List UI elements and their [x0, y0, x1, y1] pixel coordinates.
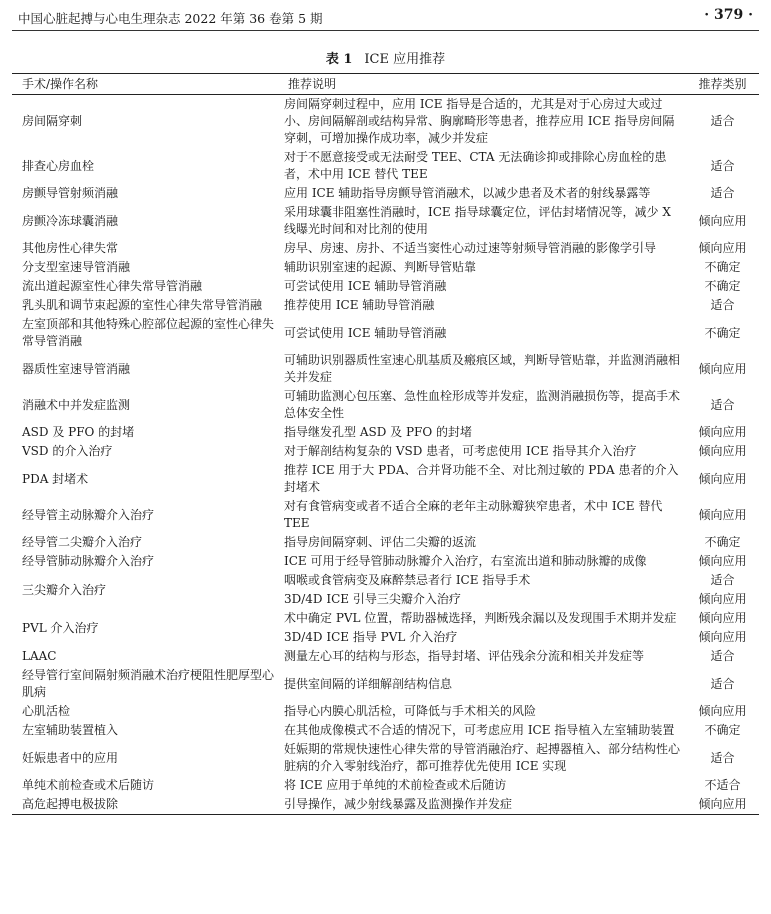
recommendation-category: 倾向应用	[698, 241, 747, 255]
recommendation-text: 指导心内膜心肌活检，可降低与手术相关的风险	[284, 704, 537, 718]
table-row	[12, 795, 759, 815]
procedure-name: 器质性室速导管消融	[22, 361, 131, 376]
procedure-name: PDA 封堵术	[22, 471, 89, 486]
table-row	[12, 571, 759, 590]
recommendation-text: 指导房间隔穿刺、评估二尖瓣的返流	[284, 535, 477, 549]
recommendation-category: 倾向应用	[698, 471, 747, 486]
table-row	[12, 609, 759, 628]
recommendation-category: 倾向应用	[698, 507, 747, 522]
table-row	[12, 387, 759, 423]
recommendation-category: 适合	[710, 750, 735, 765]
recommendation-text: 咽喉或食管病变及麻醉禁忌者行 ICE 指导手术	[284, 573, 531, 587]
recommendation-text: 可尝试使用 ICE 辅助导管消融	[284, 279, 447, 293]
table-row	[12, 497, 759, 533]
column-header-procedure: 手术/操作名称	[12, 74, 278, 95]
recommendation-text: 在其他成像模式不合适的情况下，可考虑应用 ICE 指导植入左室辅助装置	[284, 723, 675, 737]
procedure-name: 高危起搏电极拔除	[22, 797, 119, 811]
table-row	[12, 647, 759, 666]
recommendation-text: 3D/4D ICE 引导三尖瓣介入治疗	[284, 592, 461, 606]
table-row	[12, 351, 759, 387]
table-row	[12, 442, 759, 461]
procedure-name: ASD 及 PFO 的封堵	[22, 425, 135, 439]
table-caption	[0, 48, 771, 67]
recommendation-category: 不确定	[704, 260, 741, 274]
table-row	[12, 721, 759, 740]
recommendation-text: 3D/4D ICE 指导 PVL 介入治疗	[284, 630, 458, 644]
table-row	[12, 315, 759, 351]
recommendation-category: 倾向应用	[698, 361, 747, 376]
recommendation-text: 测量左心耳的结构与形态，指导封堵、评估残余分流和相关并发症等	[284, 649, 645, 663]
recommendation-category: 适合	[710, 186, 735, 200]
table-row	[12, 423, 759, 442]
procedure-name: 房颤导管射频消融	[22, 186, 119, 200]
table-header-row	[12, 74, 759, 95]
recommendation-text: 将 ICE 应用于单纯的术前检查或术后随访	[284, 778, 507, 792]
recommendation-category: 不确定	[704, 723, 741, 737]
journal-title: 中国心脏起搏与心电生理杂志 2022 年第 36 卷第 5 期	[18, 11, 323, 26]
recommendation-category: 倾向应用	[698, 704, 747, 718]
table-row	[12, 239, 759, 258]
ice-recommendation-table	[12, 73, 759, 815]
recommendation-category: 适合	[710, 676, 735, 691]
recommendation-text: 指导继发孔型 ASD 及 PFO 的封堵	[284, 425, 473, 439]
recommendation-text: 可尝试使用 ICE 辅助导管消融	[284, 325, 447, 340]
recommendation-text: 提供室间隔的详细解剖结构信息	[284, 676, 453, 691]
table-row	[12, 461, 759, 497]
recommendation-text: 采用球囊非阻塞性消融时，ICE 指导球囊定位，评估封堵情况等，减少 X 线曝光时间和对比剂的使用	[284, 205, 671, 236]
running-header	[12, 0, 759, 31]
table-row	[12, 533, 759, 552]
column-header-category: 推荐类别	[686, 74, 759, 95]
procedure-name: 分支型室速导管消融	[22, 260, 131, 274]
recommendation-category: 适合	[710, 397, 735, 412]
procedure-name: 乳头肌和调节束起源的室性心律失常导管消融	[22, 298, 263, 312]
procedure-name: 左室顶部和其他特殊心腔部位起源的室性心律失常导管消融	[22, 317, 275, 348]
table-row	[12, 702, 759, 721]
recommendation-text: 对于解剖结构复杂的 VSD 患者，可考虑使用 ICE 指导其介入治疗	[284, 444, 637, 458]
procedure-name: VSD 的介入治疗	[22, 444, 113, 458]
recommendation-category: 适合	[710, 649, 735, 663]
recommendation-text: 房早、房速、房扑、不适当窦性心动过速等射频导管消融的影像学引导	[284, 241, 657, 255]
recommendation-category: 不确定	[704, 279, 741, 293]
page-number: · 379 ·	[704, 7, 753, 23]
procedure-name: 房颤冷冻球囊消融	[22, 213, 119, 228]
procedure-name: 经导管行室间隔射频消融术治疗梗阻性肥厚型心肌病	[22, 668, 275, 699]
recommendation-category: 倾向应用	[698, 592, 747, 606]
procedure-name: 排查心房血栓	[22, 158, 95, 173]
procedure-name: PVL 介入治疗	[22, 620, 99, 635]
recommendation-category: 倾向应用	[698, 630, 747, 644]
table-row	[12, 740, 759, 776]
table-row	[12, 552, 759, 571]
procedure-name: 其他房性心律失常	[22, 241, 119, 255]
recommendation-category: 适合	[710, 158, 735, 173]
recommendation-category: 适合	[710, 114, 735, 128]
recommendation-text: 术中确定 PVL 位置，帮助器械选择，判断残余漏以及发现围手术期并发症	[284, 611, 677, 625]
procedure-name: 经导管二尖瓣介入治疗	[22, 535, 143, 549]
column-header-description: 推荐说明	[278, 74, 686, 95]
recommendation-text: ICE 可用于经导管肺动脉瓣介入治疗，右室流出道和肺动脉瓣的成像	[284, 554, 647, 568]
table-label: 表 1	[325, 52, 353, 67]
recommendation-category: 适合	[710, 573, 735, 587]
procedure-name: 经导管肺动脉瓣介入治疗	[22, 554, 155, 568]
recommendation-category: 不确定	[704, 325, 741, 340]
recommendation-text: 引导操作，减少射线暴露及监测操作并发症	[284, 797, 513, 811]
recommendation-category: 不确定	[704, 535, 741, 549]
recommendation-category: 不适合	[704, 778, 741, 792]
recommendation-category: 倾向应用	[698, 797, 747, 811]
procedure-name: 左室辅助装置植入	[22, 723, 119, 737]
table-row	[12, 203, 759, 239]
recommendation-text: 房间隔穿刺过程中，应用 ICE 指导是合适的，尤其是对于心房过大或过小、房间隔解剖或结构异常、胸廓畸形等患者，推荐应用 ICE 指导房间隔穿刺，可增加操作成功率，减少并发症	[284, 97, 675, 145]
recommendation-category: 倾向应用	[698, 213, 747, 228]
table-row	[12, 277, 759, 296]
procedure-name: 妊娠患者中的应用	[22, 750, 119, 765]
procedure-name: 心肌活检	[22, 704, 71, 718]
table-row	[12, 776, 759, 795]
recommendation-category: 倾向应用	[698, 611, 747, 625]
recommendation-text: 应用 ICE 辅助指导房颤导管消融术，以减少患者及术者的射线暴露等	[284, 186, 651, 200]
procedure-name: 单纯术前检查或术后随访	[22, 778, 155, 792]
recommendation-text: 可辅助监测心包压塞、急性血栓形成等并发症，监测消融损伤等，提高手术总体安全性	[284, 389, 681, 420]
table-row	[12, 95, 759, 149]
procedure-name: 流出道起源室性心律失常导管消融	[22, 279, 203, 293]
recommendation-text: 推荐 ICE 用于大 PDA、合并肾功能不全、对比剂过敏的 PDA 患者的介入封堵术	[284, 463, 679, 494]
recommendation-text: 可辅助识别器质性室速心肌基质及瘢痕区域，判断导管贴靠，并监测消融相关并发症	[284, 353, 681, 384]
table-row	[12, 258, 759, 277]
table-row	[12, 296, 759, 315]
recommendation-text: 妊娠期的常规快速性心律失常的导管消融治疗、起搏器植入、部分结构性心脏病的介入零射线治疗，都可推荐优先使用 ICE 实现	[284, 742, 681, 773]
recommendation-text: 对有食管病变或者不适合全麻的老年主动脉瓣狭窄患者，术中 ICE 替代 TEE	[284, 499, 663, 530]
table-title: ICE 应用推荐	[364, 52, 446, 67]
recommendation-category: 倾向应用	[698, 425, 747, 439]
recommendation-category: 倾向应用	[698, 554, 747, 568]
procedure-name: 经导管主动脉瓣介入治疗	[22, 507, 155, 522]
recommendation-text: 对于不愿意接受或无法耐受 TEE、CTA 无法确诊抑或排除心房血栓的患者，术中用 ICE 替代 TEE	[284, 150, 667, 181]
table-row	[12, 666, 759, 702]
procedure-name: LAAC	[22, 649, 57, 663]
recommendation-category: 倾向应用	[698, 444, 747, 458]
procedure-name: 消融术中并发症监测	[22, 397, 131, 412]
recommendation-category: 适合	[710, 298, 735, 312]
recommendation-text: 推荐使用 ICE 辅助导管消融	[284, 298, 435, 312]
procedure-name: 房间隔穿刺	[22, 114, 83, 128]
table-row	[12, 148, 759, 184]
table-row	[12, 184, 759, 203]
procedure-name: 三尖瓣介入治疗	[22, 582, 107, 597]
recommendation-text: 辅助识别室速的起源、判断导管贴靠	[284, 260, 477, 274]
